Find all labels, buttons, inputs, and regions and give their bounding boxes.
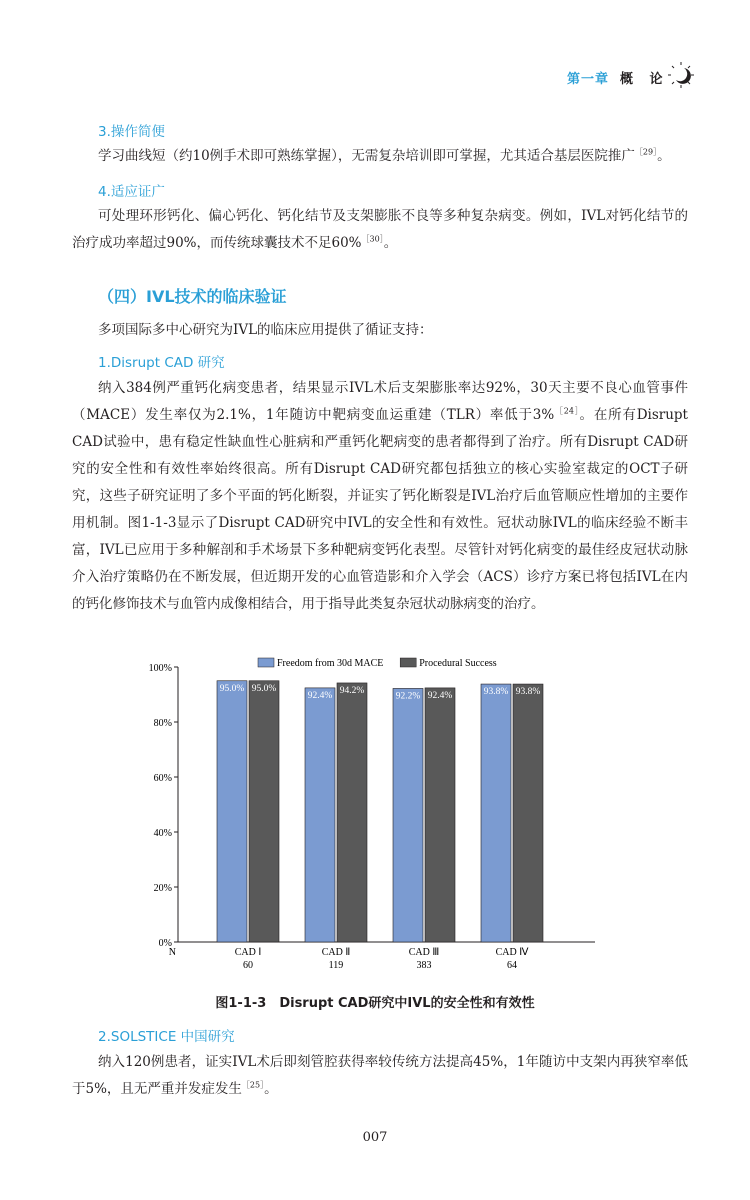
page-header (0, 60, 750, 90)
y-tick-label: 40% (153, 828, 172, 839)
legend-label: Procedural Success (419, 658, 497, 669)
paragraph-text: 可处理环形钙化、偏心钙化、钙化结节及支架膨胀不良等多种复杂病变。例如，IVL对钙化结节的治疗成功率超过90%，而传统球囊技术不足60% (72, 208, 688, 251)
bar-value-label: 93.8% (483, 687, 509, 698)
category-label: CAD Ⅱ (321, 947, 351, 958)
paragraph-end: 。 (383, 235, 398, 251)
bar (513, 684, 543, 942)
bar (481, 684, 511, 942)
paragraph-disrupt-cad (72, 375, 688, 618)
y-tick-label: 60% (153, 773, 172, 784)
bar-chart (140, 650, 610, 985)
bar-value-label: 92.4% (307, 690, 333, 701)
bar (425, 688, 455, 942)
bar-value-label: 92.2% (395, 691, 421, 702)
chapter-label: 第一章 (567, 72, 610, 87)
bar (249, 681, 279, 942)
bar-value-label: 95.0% (251, 683, 277, 694)
page-number: 007 (362, 1130, 388, 1145)
paragraph-solstice (72, 1049, 688, 1103)
section-title-clinical-validation: （四）IVL技术的临床验证 (98, 287, 287, 306)
citation: ［29］ (634, 147, 658, 157)
y-tick-label: 80% (153, 718, 172, 729)
n-value-label: 119 (328, 960, 344, 971)
n-value-label: 64 (507, 960, 517, 971)
paragraph-end: 。 (264, 1081, 278, 1097)
legend-swatch (258, 658, 274, 667)
section-heading-indication: 4.适应证广 (98, 184, 165, 200)
citation: ［24］ (554, 406, 580, 416)
paragraph-operation (98, 143, 688, 170)
figure-caption: 图1-1-3 Disrupt CAD研究中IVL的安全性和有效性 (215, 996, 535, 1011)
legend-label: Freedom from 30d MACE (277, 658, 384, 669)
n-value-label: 383 (416, 960, 432, 971)
category-label: CAD Ⅲ (408, 947, 440, 958)
bar (393, 688, 423, 942)
intro-paragraph: 多项国际多中心研究为IVL的临床应用提供了循证支持： (98, 322, 433, 338)
paragraph-end: 。 (657, 148, 671, 164)
bar-value-label: 93.8% (515, 687, 541, 698)
citation: ［30］ (361, 234, 384, 244)
category-label: CAD Ⅰ (234, 947, 262, 958)
y-tick-label: 20% (153, 883, 172, 894)
paragraph-text: 纳入384例严重钙化病变患者，结果显示IVL术后支架膨胀率达92%，30天主要不良心血管事件（MACE）发生率仅为2.1%，1年随访中靶病变血运重建（TLR）率低于3% (72, 380, 688, 423)
y-tick-label: 100% (148, 663, 172, 674)
section-heading-disrupt-cad: 1.Disrupt CAD 研究 (98, 355, 225, 371)
paragraph-text: 纳入120例患者，证实IVL术后即刻管腔获得率较传统方法提高45%，1年随访中支架内再狭窄率低于5%，且无严重并发症发生 (72, 1054, 688, 1097)
paragraph-indication (72, 203, 688, 257)
paragraph-text: 学习曲线短（约10例手术即可熟练掌握），无需复杂培训即可掌握，尤其适合基层医院推广 (98, 148, 635, 164)
legend-swatch (400, 658, 416, 667)
y-tick-label: 0% (158, 938, 172, 949)
bar-value-label: 94.2% (339, 685, 365, 696)
n-value-label: 60 (243, 960, 253, 971)
citation: ［25］ (241, 1080, 265, 1090)
bar (305, 688, 335, 942)
section-heading-solstice: 2.SOLSTICE 中国研究 (98, 1029, 235, 1045)
bar-value-label: 92.4% (427, 690, 453, 701)
category-label: CAD Ⅳ (495, 947, 529, 958)
n-row-label: N (168, 947, 176, 958)
paragraph-text-continued: 。在所有Disrupt CAD试验中，患有稳定性缺血性心脏病和严重钙化靶病变的患者都得到了治疗。所有Disrupt CAD研究的安全性和有效性率始终很高。所有Disrupt CAD研究都包括独立的核心实验室裁定的OCT子研究，这些子研究证明了多个平面的钙化断裂，并证实了钙化断裂是IVL治疗后血管顺应性增加的主要作用机制。图1-1-3显示了Disrupt CAD研究中IVL的安全性和有效性。冠状动脉IVL的临床经验不断丰富，IVL已应用于多种解剖和手术场景下多种靶病变钙化表型。尽管针对钙化病变的最佳经皮冠状动脉介入治疗策略仍在不断发展，但近期开发的心血管造影和介入学会（ACS）诊疗方案已将包括IVL在内的钙化修饰技术与血管内成像相结合，用于指导此类复杂冠状动脉病变的治疗。 (72, 407, 688, 612)
moon-sun-icon (665, 60, 697, 90)
section-heading-operation: 3.操作简便 (98, 124, 165, 140)
bar (217, 681, 247, 942)
bar (337, 683, 367, 942)
bar-value-label: 95.0% (219, 683, 245, 694)
chapter-title: 概 论 (620, 72, 669, 87)
